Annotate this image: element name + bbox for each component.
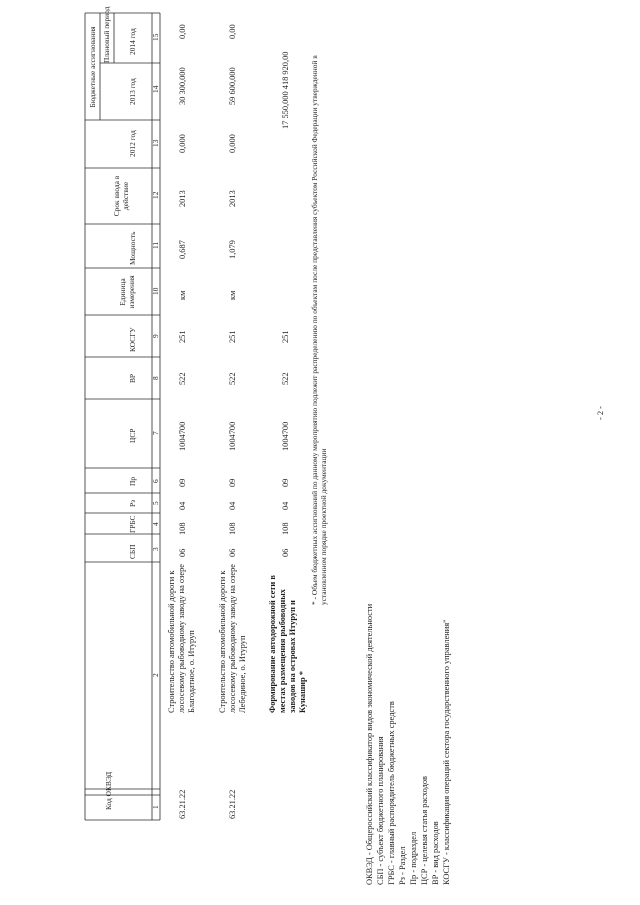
row1-sbp: 06 — [178, 548, 187, 557]
row1-pr: 09 — [178, 478, 187, 487]
legend-line: ЦСР - целевая статья расходов — [420, 775, 429, 885]
col-num-2: 2 — [151, 673, 160, 677]
row2-y2013: 59 600,000 — [228, 67, 237, 105]
col-num-7: 7 — [151, 431, 160, 435]
row2-rz: 04 — [228, 501, 237, 510]
summary-sbp: 06 — [281, 548, 290, 557]
row2-capacity: 1,079 — [228, 240, 237, 259]
row2-kosgu: 251 — [228, 330, 237, 343]
header-kosgu: КОСГУ — [128, 327, 137, 352]
row2-commission-date: 2013 — [228, 190, 237, 207]
col-num-1: 1 — [151, 805, 160, 809]
row2-csr: 1004700 — [228, 421, 237, 451]
header-vr: ВР — [128, 373, 137, 383]
row2-name: Строительство автомобильной дороги к лососевому рыбоводному заводу на озере Лебединое, о. Итуруп — [218, 563, 247, 713]
col-num-13: 13 — [151, 139, 160, 147]
summary-rz: 04 — [281, 501, 290, 510]
row2-unit: км — [228, 290, 237, 300]
col-num-14: 14 — [151, 85, 160, 93]
row1-csr: 1004700 — [178, 421, 187, 451]
legend-line: Рз - Раздел — [398, 846, 407, 885]
legend-line: Пр - подраздел — [409, 831, 418, 885]
row2-pr: 09 — [228, 478, 237, 487]
legend-line: КОСГУ - классификация операций сектора государственного управления" — [442, 619, 451, 885]
row1-commission-date: 2013 — [178, 190, 187, 207]
header-grbs: ГРБС — [128, 515, 137, 533]
row1-unit: км — [178, 290, 187, 300]
row1-name: Строительство автомобильной дороги к лососевому рыбоводному заводу на озере Благодатное, о. Итуруп — [167, 563, 196, 713]
legend-line: ВР - вид расходов — [431, 821, 440, 885]
legend-line: ГРБС - главный распорядитель бюджетных средств — [387, 701, 396, 885]
col-num-3: 3 — [151, 547, 160, 551]
row1-y2013: 30 300,000 — [178, 67, 187, 105]
col-num-9: 9 — [151, 334, 160, 338]
row1-capacity: 0,687 — [178, 240, 187, 259]
header-okved: Код ОКВЭД — [104, 771, 113, 810]
row2-y2012: 0,000 — [228, 134, 237, 153]
summary-csr: 1004700 — [281, 421, 290, 451]
col-num-11: 11 — [151, 241, 160, 249]
summary-vr: 522 — [281, 372, 290, 385]
col-num-4: 4 — [151, 522, 160, 526]
row2-y2014: 0,00 — [228, 24, 237, 39]
row1-grbs: 108 — [178, 522, 187, 535]
page-number: - 2 - — [596, 406, 605, 420]
row2-vr: 522 — [228, 372, 237, 385]
col-num-5: 5 — [151, 501, 160, 505]
summary-kosgu: 251 — [281, 330, 290, 343]
header-capacity: Мощность — [128, 231, 137, 265]
col-num-8: 8 — [151, 376, 160, 380]
row1-vr: 522 — [178, 372, 187, 385]
col-num-12: 12 — [151, 191, 160, 199]
header-budget-allocations: Бюджетные ассигнования — [88, 26, 97, 108]
footnote: * - Объем бюджетных ассигнований по данному мероприятию подлежит распределению по объектам после представления субъектом Российской Федерации утвержденной в установленном порядке проектной документации — [310, 55, 328, 605]
header-rz: Рз — [128, 499, 137, 507]
header-unit: Единица измерения — [118, 275, 136, 309]
row1-y2012: 0,000 — [178, 134, 187, 153]
summary-name: Формирование автодорожной сети в местах размещения рыбоводных заводов на островах Итуруп и Кунашир * — [268, 575, 307, 713]
header-y2012: 2012 год — [128, 130, 137, 157]
row1-rz: 04 — [178, 501, 187, 510]
row2-sbp: 06 — [228, 548, 237, 557]
row1-kosgu: 251 — [178, 330, 187, 343]
header-commission-date: Срок ввода в действие — [112, 175, 130, 217]
summary-pr: 09 — [281, 478, 290, 487]
col-num-10: 10 — [151, 287, 160, 295]
header-planning-period: Плановый период — [102, 6, 111, 63]
header-y2014: 2014 год — [128, 28, 137, 55]
header-sbp: СБП — [128, 544, 137, 559]
summary-amounts: 17 550,000 418 920,00 — [281, 51, 290, 129]
summary-grbs: 108 — [281, 522, 290, 535]
col-num-15: 15 — [151, 33, 160, 41]
row1-okved: 63.21.22 — [178, 789, 187, 819]
legend-line: СБП - субъект бюджетного планирования — [376, 736, 385, 885]
row2-okved: 63.21.22 — [228, 789, 237, 819]
row1-y2014: 0,00 — [178, 24, 187, 39]
header-y2013: 2013 год — [128, 78, 137, 105]
header-pr: Пр — [128, 476, 137, 486]
header-csr: ЦСР — [128, 428, 137, 443]
col-num-6: 6 — [151, 479, 160, 483]
legend-line: ОКВЭД - Общероссийский классификатор видов экономической деятельности — [365, 603, 374, 885]
row2-grbs: 108 — [228, 522, 237, 535]
